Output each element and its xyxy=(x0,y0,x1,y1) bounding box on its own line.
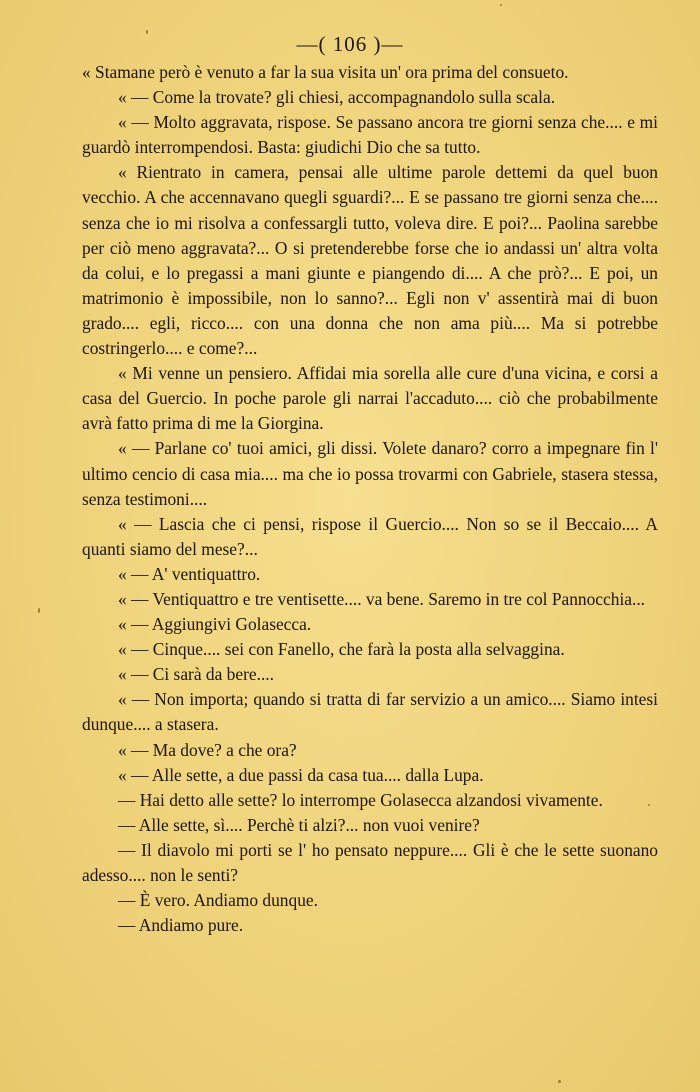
paper-speck xyxy=(146,30,148,34)
paragraph: — È vero. Andiamo dunque. xyxy=(118,890,318,911)
paper-speck xyxy=(558,1080,561,1083)
body-text xyxy=(82,60,658,938)
paragraph: « — Lascia che ci pensi, rispose il Guercio.... Non so se il Beccaio.... A quanti siamo del mese?... xyxy=(82,513,658,559)
paragraph: « — Ventiquattro e tre ventisette.... va bene. Saremo in tre col Pannocchia... xyxy=(118,588,646,609)
paragraph: — Alle sette, sì.... Perchè ti alzi?... non vuoi venire? xyxy=(118,814,480,835)
paragraph: « — A' ventiquattro. xyxy=(118,563,261,584)
paragraph: « Rientrato in camera, pensai alle ultime parole dettemi da quel buon vecchio. A che accennavano quegli sguardi?... E se passano tre giorni senza che.... senza che io mi risolva a confessargli tutto, voleva dire. E poi?... Paolina sarebbe per ciò meno aggravata?... O si pretenderebbe forse che io andassi un' altra volta da colui, e lo pregassi a mani giunte e piangendo di.... A che prò?... E poi, un matrimonio è impossibile, non lo sanno?... Egli non v' assentirà mai di buon grado.... egli, ricco.... con una donna che non ama più.... Ma si potrebbe costringerlo.... e come?... xyxy=(82,162,658,359)
paragraph: « — Non importa; quando si tratta di far servizio a un amico.... Siamo intesi dunque.... a stasera. xyxy=(82,689,658,735)
paragraph: « Mi venne un pensiero. Affidai mia sorella alle cure d'una vicina, e corsi a casa del Guercio. In poche parole gli narrai l'accaduto.... ciò che probabilmente avrà fatto prima di me la Giorgina. xyxy=(82,363,658,434)
page-number: —( 106 )— xyxy=(296,32,404,56)
paragraph: — Hai detto alle sette? lo interrompe Golasecca alzandosi vivamente. xyxy=(118,789,603,810)
paragraph: « — Come la trovate? gli chiesi, accompagnandolo sulla scala. xyxy=(118,87,556,108)
paragraph: « — Ma dove? a che ora? xyxy=(118,739,297,760)
paper-speck xyxy=(648,804,650,806)
paragraph: « — Cinque.... sei con Fanello, che farà la posta alla selvaggina. xyxy=(118,639,565,660)
paragraph: « — Alle sette, a due passi da casa tua.... dalla Lupa. xyxy=(118,764,484,785)
paragraph: « — Parlane co' tuoi amici, gli dissi. Volete danaro? corro a impegnare fin l' ultimo cencio di casa mia.... ma che io possa trovarmi con Gabriele, stasera stessa, senza testimoni.... xyxy=(82,438,658,509)
paragraph: « — Aggiungivi Golasecca. xyxy=(118,614,312,635)
paragraph: — Andiamo pure. xyxy=(118,915,244,936)
paragraph-continuation: « Stamane però è venuto a far la sua visita un' ora prima del consueto. xyxy=(82,62,569,82)
paragraph: « — Ci sarà da bere.... xyxy=(118,664,274,685)
paper-speck xyxy=(38,608,40,613)
paper-speck xyxy=(500,4,502,6)
paragraph: — Il diavolo mi porti se l' ho pensato neppure.... Gli è che le sette suonano adesso.... non le senti? xyxy=(82,839,658,885)
paragraph: « — Molto aggravata, rispose. Se passano ancora tre giorni senza che.... e mi guardò interrompendosi. Basta: giudichi Dio che sa tutto. xyxy=(82,112,658,158)
